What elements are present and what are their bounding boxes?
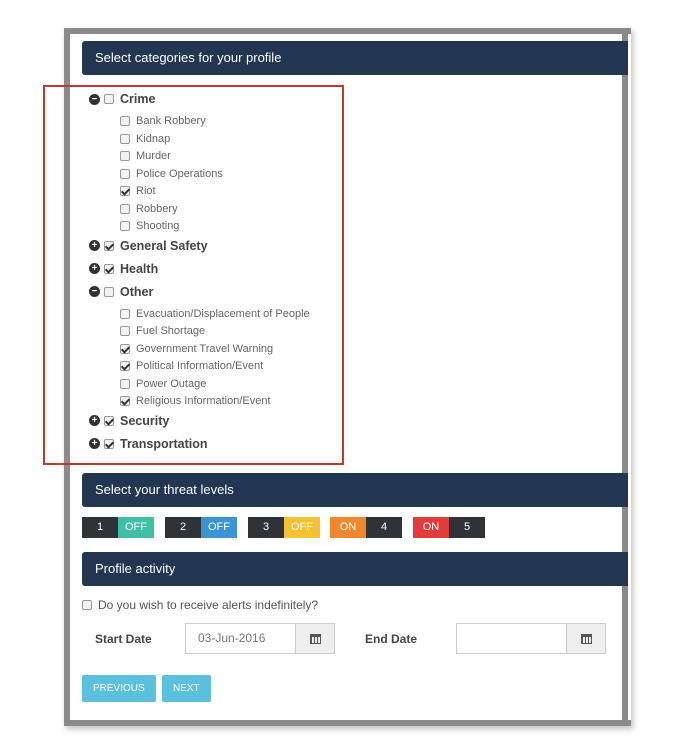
subcategory-label: Fuel Shortage: [136, 325, 206, 337]
threat-level-number: 4: [366, 517, 402, 538]
subcategory-riot: [120, 182, 156, 200]
subcategory-label: Robbery: [136, 202, 178, 215]
subcategory-checkbox[interactable]: [120, 361, 130, 371]
subcategory-label: Political Information/Event: [136, 360, 264, 372]
subcategory-checkbox[interactable]: [120, 116, 130, 126]
threat-level-1-toggle[interactable]: [82, 517, 154, 538]
expand-icon[interactable]: +: [89, 415, 100, 426]
threat-level-state: OFF: [284, 517, 320, 538]
category-label: Other: [120, 284, 154, 299]
threat-level-state: ON: [330, 517, 366, 538]
start-date-calendar-button[interactable]: [295, 623, 335, 654]
category-crime: [89, 90, 155, 108]
threat-level-number: 1: [82, 517, 118, 538]
threat-level-2-toggle[interactable]: [165, 517, 237, 538]
categories-panel-header: [82, 41, 628, 75]
threat-level-number: 2: [165, 517, 201, 538]
category-health: [89, 260, 158, 278]
threat-level-state: OFF: [201, 517, 237, 538]
category-transportation: [89, 435, 208, 453]
next-button[interactable]: NEXT: [162, 675, 211, 702]
subcategory-robbery: [120, 200, 178, 218]
subcategory-political-information-event: [120, 357, 263, 375]
threat-panel-title: Select your threat levels: [95, 482, 234, 497]
collapse-icon[interactable]: −: [89, 94, 100, 105]
category-label: Security: [120, 413, 170, 428]
subcategory-shooting: [120, 217, 179, 235]
subcategory-checkbox[interactable]: [120, 204, 130, 214]
frame-right-border: [622, 28, 628, 726]
expand-icon[interactable]: +: [89, 263, 100, 274]
indefinite-alerts-label: Do you wish to receive alerts indefinitely?: [98, 598, 319, 612]
subcategory-fuel-shortage: [120, 322, 205, 340]
subcategory-checkbox[interactable]: [120, 221, 130, 231]
category-checkbox[interactable]: [104, 416, 114, 426]
category-label: General Safety: [120, 238, 208, 253]
subcategory-label: Murder: [136, 150, 171, 162]
threat-level-3-toggle[interactable]: [248, 517, 320, 538]
category-checkbox[interactable]: [104, 287, 114, 297]
category-other: [89, 283, 153, 301]
category-checkbox[interactable]: [104, 264, 114, 274]
threat-panel-header: [82, 473, 628, 507]
calendar-icon: [310, 634, 321, 644]
subcategory-label: Riot: [136, 185, 156, 197]
subcategory-checkbox[interactable]: [120, 151, 130, 161]
subcategory-checkbox[interactable]: [120, 134, 130, 144]
expand-icon[interactable]: +: [89, 438, 100, 449]
subcategory-label: Evacuation/Displacement of People: [136, 307, 310, 320]
previous-button[interactable]: PREVIOUS: [82, 675, 156, 702]
indefinite-alerts-checkbox[interactable]: [82, 600, 92, 610]
subcategory-evacuation-displacement-of-people: [120, 305, 310, 323]
subcategory-label: Bank Robbery: [136, 115, 206, 127]
subcategory-label: Government Travel Warning: [136, 342, 274, 355]
subcategory-checkbox[interactable]: [120, 379, 130, 389]
subcategory-checkbox[interactable]: [120, 309, 130, 319]
subcategory-bank-robbery: [120, 112, 206, 130]
activity-panel-header: [82, 552, 628, 586]
threat-level-number: 3: [248, 517, 284, 538]
collapse-icon[interactable]: −: [89, 286, 100, 297]
end-date-calendar-button[interactable]: [566, 623, 606, 654]
threat-level-5-toggle[interactable]: [413, 517, 485, 538]
start-date-label: Start Date: [95, 632, 152, 646]
subcategory-police-operations: [120, 165, 223, 183]
threat-level-state: ON: [413, 517, 449, 538]
subcategory-checkbox[interactable]: [120, 326, 130, 336]
subcategory-kidnap: [120, 130, 170, 148]
subcategory-power-outage: [120, 375, 206, 393]
activity-panel-title: Profile activity: [95, 561, 176, 576]
subcategory-label: Kidnap: [136, 132, 171, 145]
category-checkbox[interactable]: [104, 94, 114, 104]
end-date-input[interactable]: [456, 623, 567, 654]
categories-panel-title: Select categories for your profile: [95, 50, 282, 65]
subcategory-checkbox[interactable]: [120, 396, 130, 406]
threat-level-number: 5: [449, 517, 485, 538]
calendar-icon: [581, 634, 592, 644]
category-general-safety: [89, 237, 208, 255]
category-security: [89, 412, 169, 430]
subcategory-murder: [120, 147, 171, 165]
category-label: Crime: [120, 92, 156, 106]
subcategory-label: Power Outage: [136, 377, 207, 390]
subcategory-label: Shooting: [136, 220, 180, 232]
expand-icon[interactable]: +: [89, 240, 100, 251]
subcategory-religious-information-event: [120, 392, 271, 410]
category-label: Transportation: [120, 436, 208, 451]
end-date-label: End Date: [365, 632, 418, 646]
start-date-input[interactable]: 03-Jun-2016: [185, 623, 296, 654]
category-checkbox[interactable]: [104, 241, 114, 251]
subcategory-label: Police Operations: [136, 167, 223, 180]
threat-level-state: OFF: [118, 517, 154, 538]
category-label: Health: [120, 261, 159, 276]
category-checkbox[interactable]: [104, 439, 114, 449]
subcategory-checkbox[interactable]: [120, 344, 130, 354]
threat-level-4-toggle[interactable]: [330, 517, 402, 538]
subcategory-checkbox[interactable]: [120, 186, 130, 196]
subcategory-government-travel-warning: [120, 340, 273, 358]
subcategory-label: Religious Information/Event: [136, 395, 271, 407]
subcategory-checkbox[interactable]: [120, 169, 130, 179]
indefinite-alerts-row: [82, 598, 318, 612]
